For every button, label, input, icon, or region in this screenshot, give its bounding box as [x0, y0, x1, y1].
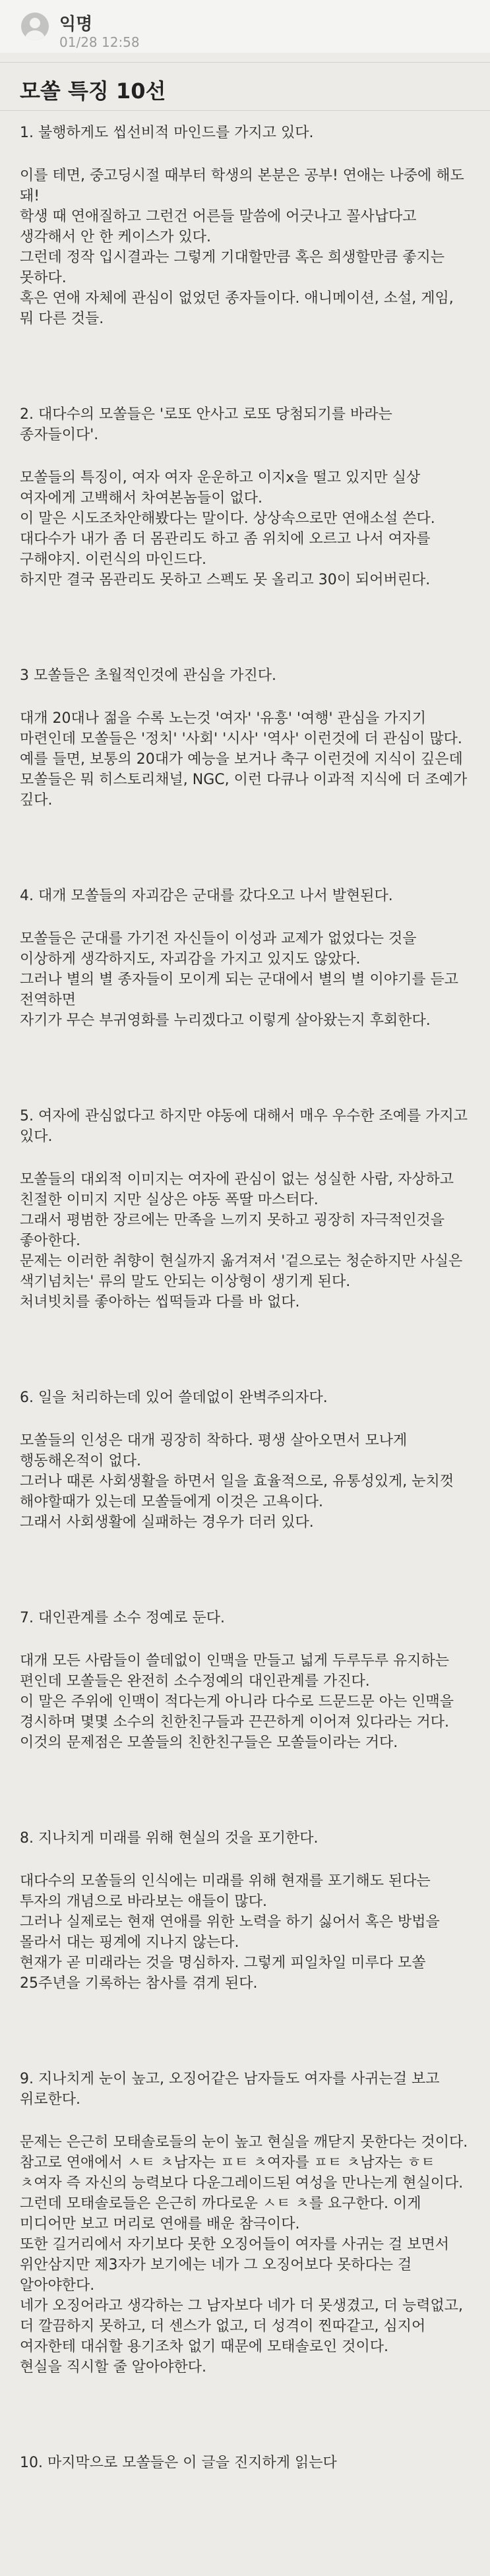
section-heading: 8. 지나치게 미래를 위해 현실의 것을 포기한다. — [20, 1830, 319, 1847]
section-text: 문제는 은근히 모태솔로들의 눈이 높고 현실을 깨닫지 못한다는 것이다. 참고로 연애에서 ㅅㅌ ㅊ남자는 ㅍㅌ ㅊ여자를 ㅍㅌ ㅊ남자는 ㅎㅌ ㅊ여자 즉 자신의 능력보다 다운그레이드된 여성을 만나는게 현실이다. 그런데 모태솔로들은 은근히 까다로운 ㅅㅌ ㅊ를 요구한다. 이게 미디어만 보고 머리로 연애를 배운 참극이다. 또한 길거리에서 자기보다 못한 오징어들이 여자를 사귀는 걸 보면서 위안삼지만 제3자가 보기에는 네가 그 오징어보다 못하다는 걸 알아야한다. 네가 오징어라고 생각하는 그 남자보다 네가 더 못생겼고, 더 능력없고, 더 깔끔하지 못하고, 더 센스가 없고, 더 성격이 찐따같고, 심지어 여자한테 대쉬할 용기조차 없기 때문에 모태솔로인 것이다. 현실을 직시할 줄 알아야한다. — [20, 2134, 468, 2376]
section-text: 대다수의 모쏠들의 인식에는 미래를 위해 현재를 포기해도 된다는 투자의 개념으로 바라보는 애들이 많다. 그러나 실제로는 현재 연애를 위한 노력을 하기 싫어서 혹은 방법을 몰라서 대는 핑계에 지나지 않는다. 현재가 곧 미래라는 것을 명심하자. 그렇게 피일차일 미루다 모쏠 25주년을 기록하는 참사를 겪게 된다. — [20, 1873, 440, 1992]
avatar — [21, 13, 49, 40]
section-3 — [20, 665, 468, 811]
post-title: 모쏠 특징 10선 — [20, 78, 166, 104]
title-bar — [0, 62, 490, 111]
section-1 — [20, 123, 468, 329]
section-text: 대개 20대나 젊을 수록 노는것 '여자' '유흥' '여행' 관심을 가지기 마련인데 모쏠들은 '정치' '사회' '시사' '역사' 이런것에 더 관심이 많다. 예를 들면, 보통의 20대가 예능을 보거나 축구 이런것에 지식이 깊은데 모쏠들은 뭐 히스토리채널, NGC, 이런 다큐나 이과적 지식에 더 조예가 깊다. — [20, 710, 468, 809]
section-heading: 4. 대개 모쏠들의 자괴감은 군대를 갔다오고 나서 발현된다. — [20, 888, 393, 904]
post-timestamp: 01/28 12:58 — [59, 34, 140, 50]
section-heading: 7. 대인관계를 소수 정예로 둔다. — [20, 1610, 225, 1626]
section-heading: 3 모쏠들은 초월적인것에 관심을 가진다. — [20, 667, 276, 684]
section-heading: 10. 마지막으로 모쏠들은 이 글을 진지하게 읽는다 — [20, 2455, 337, 2471]
post-header — [0, 0, 490, 53]
post-body — [20, 123, 468, 2496]
section-8 — [20, 1828, 468, 1994]
section-text: 모쏠들의 대외적 이미지는 여자에 관심이 없는 성실한 사람, 자상하고 친절한 이미지 지만 실상은 야동 폭딸 마스터다. 그래서 평범한 장르에는 만족을 느끼지 못하고 굉장히 자극적인것을 좋아한다. 문제는 이러한 취향이 현실까지 옮겨져서 '겉으로는 청순하지만 사실은 색기넘치는' 류의 말도 안되는 이상형이 생기게 된다. 처녀빗치를 좋아하는 씹떡들과 다를 바 없다. — [20, 1171, 463, 1310]
section-text: 이를 테면, 중고딩시절 때부터 학생의 본분은 공부! 연애는 나중에 해도 돼! 학생 때 연애질하고 그런건 어른들 말씀에 어긋나고 꼴사납다고 생각해서 안 한 케이스가 있다. 그런데 정작 입시결과는 그렇게 기대할만큼 혹은 희생할만큼 좋지는 못하다. 혹은 연애 자체에 관심이 없었던 종자들이다. 애니메이션, 소설, 게임, 뭐 다른 것들. — [20, 168, 464, 327]
section-7 — [20, 1608, 468, 1753]
section-heading: 1. 불행하게도 씹선비적 마인드를 가지고 있다. — [20, 125, 314, 141]
section-2 — [20, 404, 468, 590]
author-name: 익명 — [59, 15, 93, 34]
section-text: 모쏠들은 군대를 가기전 자신들이 이성과 교제가 없었다는 것을 이상하게 생각하지도, 자괴감을 가지고 있지도 않았다. 그러나 별의 별 종자들이 모이게 되는 군대에서 별의 별 이야기를 듣고 전역하면 자기가 무슨 부귀영화를 누리겠다고 이렇게 살아왔는지 후회한다. — [20, 931, 458, 1029]
avatar-person-icon — [30, 18, 40, 28]
section-heading: 2. 대다수의 모쏠들은 '로또 안사고 로또 당첨되기를 바라는 종자들이다'. — [20, 406, 392, 443]
section-10 — [20, 2453, 468, 2473]
section-9 — [20, 2069, 468, 2377]
section-6 — [20, 1388, 468, 1533]
section-text: 모쏠들의 인성은 대개 굉장히 착하다. 평생 살아오면서 모나게 행동해온적이 없다. 그러나 때론 사회생활을 하면서 일을 효율적으로, 유통성있게, 눈치껏 해야할때가 있는데 모쏠들에게 이것은 고욕이다. 그래서 사회생활에 실패하는 경우가 더러 있다. — [20, 1432, 454, 1531]
section-5 — [20, 1106, 468, 1312]
section-4 — [20, 886, 468, 1031]
section-heading: 9. 지나치게 눈이 높고, 오징어같은 남자들도 여자를 사귀는걸 보고 위로한다. — [20, 2071, 440, 2108]
section-text: 대개 모든 사람들이 쓸데없이 인맥을 만들고 넓게 두루두루 유지하는 편인데 모쏠들은 완전히 소수정예의 대인관계를 가진다. 이 말은 주위에 인맥이 적다는게 아니라 다수로 드문드문 아는 인맥을 경시하며 몇몇 소수의 친한친구들과 끈끈하게 이어져 있다라는 거다. 이것의 문제점은 모쏠들의 친한친구들은 모쏠들이라는 거다. — [20, 1653, 454, 1751]
section-heading: 5. 여자에 관심없다고 하지만 야동에 대해서 매우 우수한 조예를 가지고 있다. — [20, 1108, 468, 1145]
section-heading: 6. 일을 처리하는데 있어 쓸데없이 완벽주의자다. — [20, 1390, 328, 1406]
section-text: 모쏠들의 특징이, 여자 여자 운운하고 이지x을 떨고 있지만 실상 여자에게 고백해서 차여본놈들이 없다. 이 말은 시도조차안해봤다는 말이다. 상상속으로만 연애소설 쓴다. 대다수가 내가 좀 더 몸관리도 하고 좀 위치에 오르고 나서 여자를 구해야지. 이런식의 마인드다. 하지만 결국 몸관리도 못하고 스펙도 못 올리고 30이 되어버린다. — [20, 470, 435, 588]
